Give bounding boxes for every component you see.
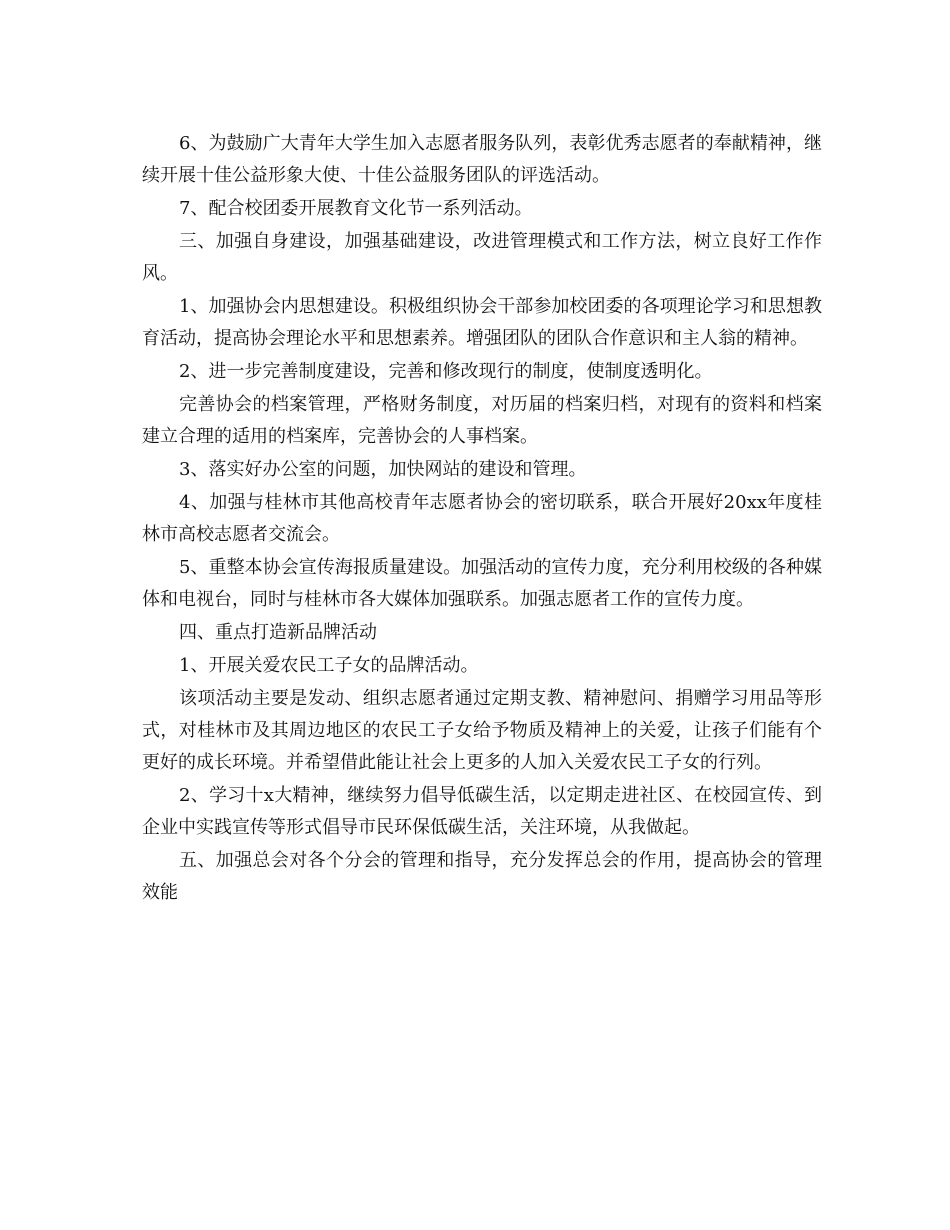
paragraph-4: 1、加强协会内思想建设。积极组织协会干部参加校团委的各项理论学习和思想教育活动，提高协会理论水平和思想素养。增强团队的团队合作意识和主人翁的精神。 [142,296,822,349]
section-heading-4: 四、重点打造新品牌活动 [179,622,377,643]
paragraph-1: 6、为鼓励广大青年大学生加入志愿者服务队列，表彰优秀志愿者的奉献精神，继续开展十佳公益形象大使、十佳公益服务团队的评选活动。 [142,133,822,186]
paragraph-11: 1、开展关爱农民工子女的品牌活动。 [179,655,479,676]
paragraph-8: 4、加强与桂林市其他高校青年志愿者协会的密切联系，联合开展好20xx年度桂林市高校志愿者交流会。 [142,492,822,545]
paragraph-2: 7、配合校团委开展教育文化节一系列活动。 [179,198,533,219]
paragraph-13: 2、学习十x大精神，继续努力倡导低碳生活，以定期走进社区、在校园宣传、到企业中实践宣传等形式倡导市民环保低碳生活，关注环境，从我做起。 [142,785,822,838]
paragraph-6: 完善协会的档案管理，严格财务制度，对历届的档案归档，对现有的资料和档案建立合理的适用的档案库，完善协会的人事档案。 [142,394,822,447]
paragraph-3: 三、加强自身建设，加强基础建设，改进管理模式和工作方法，树立良好工作作风。 [142,231,822,284]
paragraph-7: 3、落实好办公室的问题，加快网站的建设和管理。 [179,459,587,480]
section-heading-5: 五、加强总会对各个分会的管理和指导，充分发挥总会的作用，提高协会的管理效能 [142,850,822,903]
document-body [142,128,822,910]
paragraph-5: 2、进一步完善制度建设，完善和修改现行的制度，使制度透明化。 [179,361,713,382]
paragraph-9: 5、重整本协会宣传海报质量建设。加强活动的宣传力度，充分利用校级的各种媒体和电视台，同时与桂林市各大媒体加强联系。加强志愿者工作的宣传力度。 [142,557,822,610]
paragraph-12: 该项活动主要是发动、组织志愿者通过定期支教、精神慰问、捐赠学习用品等形式，对桂林市及其周边地区的农民工子女给予物质及精神上的关爱，让孩子们能有个更好的成长环境。并希望借此能让社会上更多的人加入关爱农民工子女的行列。 [142,688,822,773]
